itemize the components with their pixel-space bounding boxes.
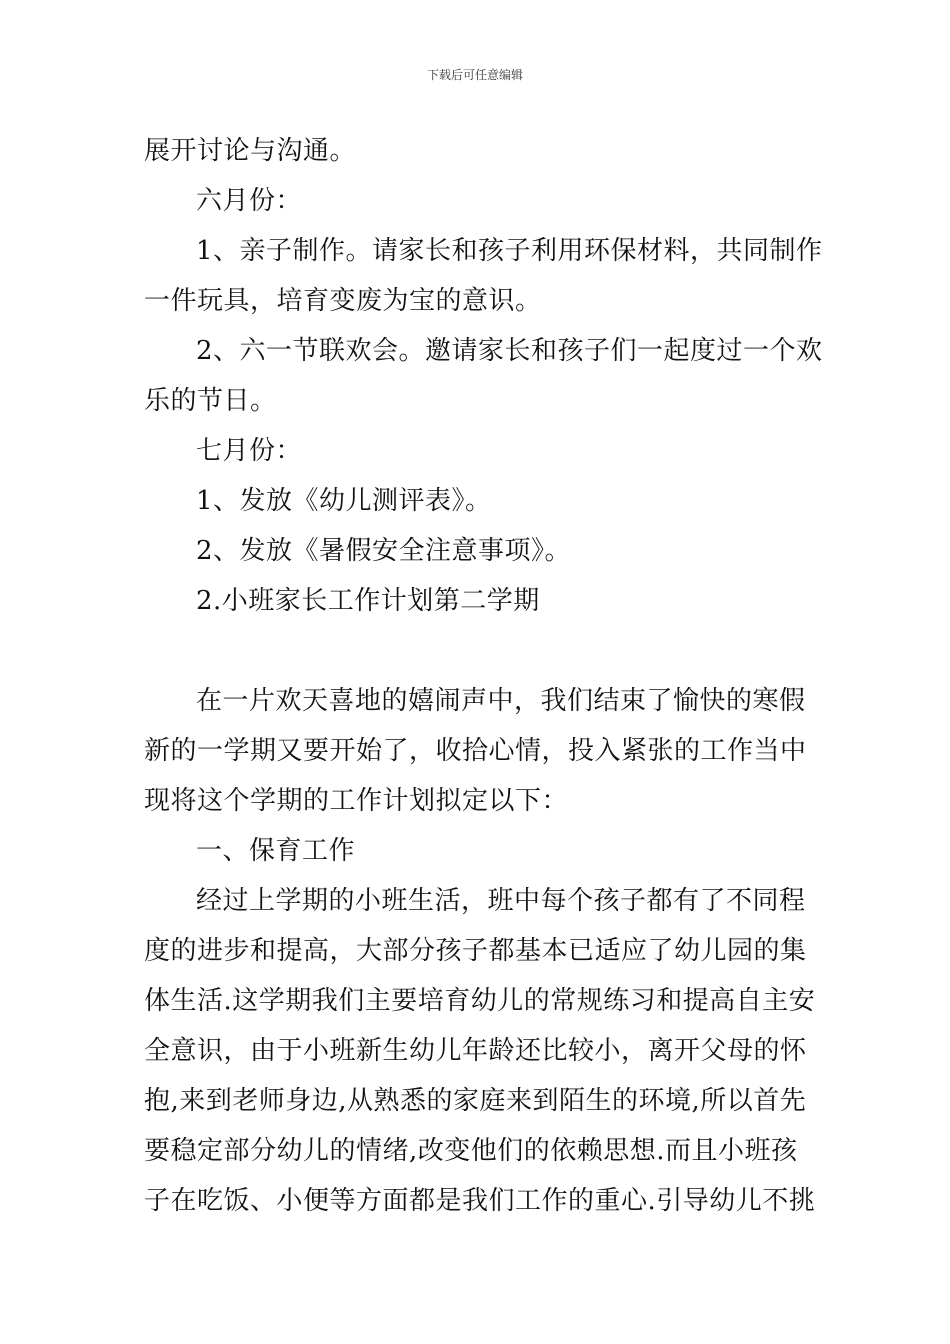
paragraph-line: 经过上学期的小班生活，班中每个孩子都有了不同程 <box>196 886 806 916</box>
document-section-title: 2.小班家长工作计划第二学期 <box>196 586 540 616</box>
section-heading-june: 六月份： <box>196 186 303 216</box>
section-heading-july: 七月份： <box>196 436 303 466</box>
paragraph-line: 展开讨论与沟通。 <box>144 136 357 166</box>
paragraph-line: 2、六一节联欢会。邀请家长和孩子们一起度过一个欢 <box>196 336 823 366</box>
section-heading-care-work: 一、保育工作 <box>196 836 356 866</box>
paragraph-line: 在一片欢天喜地的嬉闹声中，我们结束了愉快的寒假 <box>196 686 806 716</box>
list-item: 2、发放《暑假安全注意事项》。 <box>196 536 572 566</box>
paragraph-line: 度的进步和提高，大部分孩子都基本已适应了幼儿园的集 <box>144 936 807 966</box>
paragraph-line: 现将这个学期的工作计划拟定以下： <box>144 786 569 816</box>
list-item: 1、发放《幼儿测评表》。 <box>196 486 492 516</box>
paragraph-line: 要稳定部分幼儿的情绪,改变他们的依赖思想.而且小班孩 <box>144 1136 798 1166</box>
paragraph-line: 子在吃饭、小便等方面都是我们工作的重心.引导幼儿不挑 <box>144 1186 816 1216</box>
paragraph-line: 体生活.这学期我们主要培育幼儿的常规练习和提高自主安 <box>144 986 816 1016</box>
paragraph-line: 1、亲子制作。请家长和孩子利用环保材料，共同制作 <box>196 236 823 266</box>
paragraph-line: 抱,来到老师身边,从熟悉的家庭来到陌生的环境,所以首先 <box>144 1086 807 1116</box>
paragraph-line: 乐的节日。 <box>144 386 277 416</box>
paragraph-line: 一件玩具，培育变废为宝的意识。 <box>144 286 542 316</box>
paragraph-line: 全意识，由于小班新生幼儿年龄还比较小，离开父母的怀 <box>144 1036 807 1066</box>
paragraph-line: 新的一学期又要开始了，收拾心情，投入紧张的工作当中 <box>144 736 807 766</box>
spacer <box>144 626 809 676</box>
download-note: 下载后可任意编辑 <box>426 68 523 82</box>
document-body <box>144 126 823 1226</box>
